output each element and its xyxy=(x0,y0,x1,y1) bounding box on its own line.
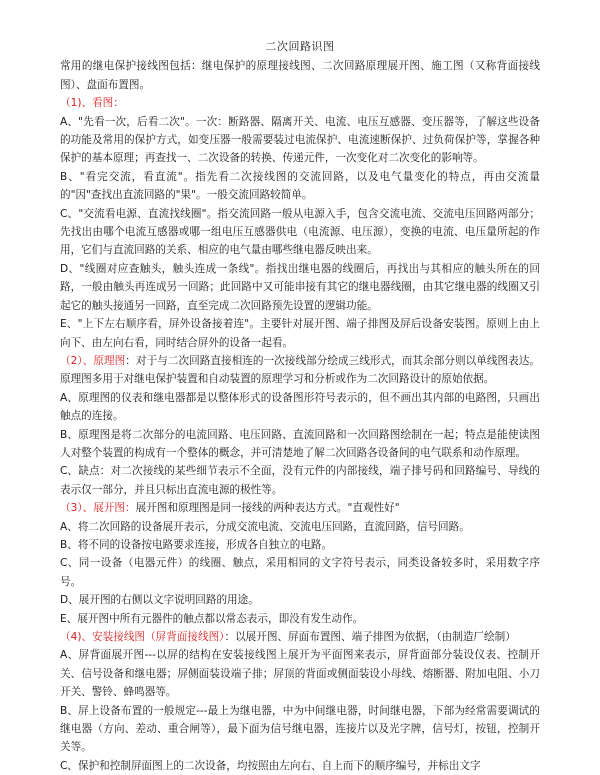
section-1-para-a: A、"先看一次，后看二次"。一次：断路器、隔离开关、电流、电压互感器、变压器等，了解这些设备的功能及常用的保护方式，如变压器一般需要装过电流保护、电流速断保护、过负荷保护等，掌握各种保护的基本原理；再查找一、二次设备的转换、传递元件，一次变化对二次变化的影响等。 xyxy=(60,115,540,165)
section-1-heading-label: （1)、看图： xyxy=(60,97,124,110)
section-1-para-b: B、"看完交流，看直流"。指先看二次接线图的交流回路，以及电气量变化的特点，再由交流量的"因"查找出直流回路的"果"。一般交流回路较简单。 xyxy=(60,170,540,202)
section-2-para-c: C、缺点：对二次接线的某些细节表示不全面，没有元件的内部接线，端子排号码和回路编号、导线的表示仅一部分，并且只标出直流电源的极性等。 xyxy=(60,465,540,496)
section-3-heading-label: （3）、展开图： xyxy=(60,502,136,515)
document-title: 二次回路识图 xyxy=(265,40,335,53)
section-1-para-d: D、"线圈对应查触头，触头连成一条线"。指找出继电器的线圈后，再找出与其相应的触头所在的回路，一般由触头再连成另一回路；此回路中又可能串接有其它的继电器线圈，由其它继电器的线圈又引起它的触头接通另一回路，直至完成二次回路预先设置的逻辑功能。 xyxy=(60,262,540,312)
section-3-heading-text: 展开图和原理图是同一接线的两种表达方式。"直观性好" xyxy=(135,502,400,515)
section-3-para-a: A、将二次回路的设备展开表示，分成交流电流、交流电压回路，直流回路，信号回路。 xyxy=(60,520,470,533)
section-4-heading-text: ：以展开图、屏面布置图、端子排图为依据，（由制造厂绘制） xyxy=(224,631,516,643)
section-4-para-b: B、屏上设备布置的一般规定---最上为继电器，中为中间继电器，时间继电器，下部为经常需要调试的继电器（方向、差动、重合闸等），最下面为信号继电器，连接片以及光字牌，信号灯，按钮，控制开关等。 xyxy=(60,704,540,754)
section-2-para-b: B、原理图是将二次部分的电流回路、电压回路、直流回路和一次回路图绘制在一起；特点是能使读图人对整个装置的构成有一个整体的概念，并可清楚地了解二次回路各设备间的电气联系和动作原理。 xyxy=(60,428,540,459)
section-3-heading xyxy=(60,499,540,517)
section-2-heading-text: ：对于与二次回路直接相连的一次接线部分绘成三线形式，而其余部分则以单线图表达。原理图多用于对继电保护装置和自动装置的原理学习和分析或作为二次回路设计的原始依据。 xyxy=(60,354,540,386)
section-2-para-a: A、原理图的仪表和继电器都是以整体形式的设备图形符号表示的，但不画出其内部的电路图，只画出触点的连接。 xyxy=(60,391,540,423)
intro-paragraph: 常用的继电保护接线图包括：继电保护的原理接线图、二次回路原理展开图、施工图（又称背面接线图）、盘面布置图。 xyxy=(60,60,540,91)
section-4-heading-label: （4)、安装接线图（屏背面接线图） xyxy=(60,631,225,643)
section-3-para-c: C、同一设备（电器元件）的线圈、触点，采用相同的文字符号表示，同类设备较多时，采用数字序号。 xyxy=(60,557,540,588)
section-1-para-e: E、"上下左右顺序看，屏外设备接着连"。主要针对展开图、端子排图及屏后设备安装图。原则上由上向下、由左向右看，同时结合屏外的设备一起看。 xyxy=(60,318,540,349)
section-2-heading-label: （2）、原理图 xyxy=(60,354,126,367)
section-1-heading xyxy=(60,94,540,112)
section-4-heading xyxy=(60,628,540,646)
section-3-para-d: D、展开图的右侧以文字说明回路的用途。 xyxy=(60,594,259,607)
section-3-para-e: E、展开图中所有元器件的触点都以常态表示，即没有发生动作。 xyxy=(60,612,364,625)
section-4-para-a: A、屏背面展开图---以屏的结构在安装接线图上展开为平面图来表示，屏背面部分装设仪表、控制开关、信号设备和继电器；屏侧面装设端子排；屏顶的背面或侧面装设小母线、熔断器、附加电阻、小刀开关、警铃、蜂鸣器等。 xyxy=(60,649,540,699)
section-3-para-b: B、将不同的设备按电路要求连接，形成各自独立的电路。 xyxy=(60,538,333,551)
section-2-heading xyxy=(60,352,540,389)
section-4-para-c: C、保护和控制屏面图上的二次设备，均按照由左向右、自上而下的顺序编号，并标出文字 xyxy=(60,759,481,772)
section-1-para-c: C、"交流看电源、直流找线圈"。指交流回路一般从电源入手，包含交流电流、交流电压回路两部分；先找出由哪个电流互感器或哪一组电压互感器供电（电流源、电压源），变换的电流、电压量所起的作用，它们与直流回路的关系、相应的电气量由哪些继电器反映出来。 xyxy=(60,207,540,257)
